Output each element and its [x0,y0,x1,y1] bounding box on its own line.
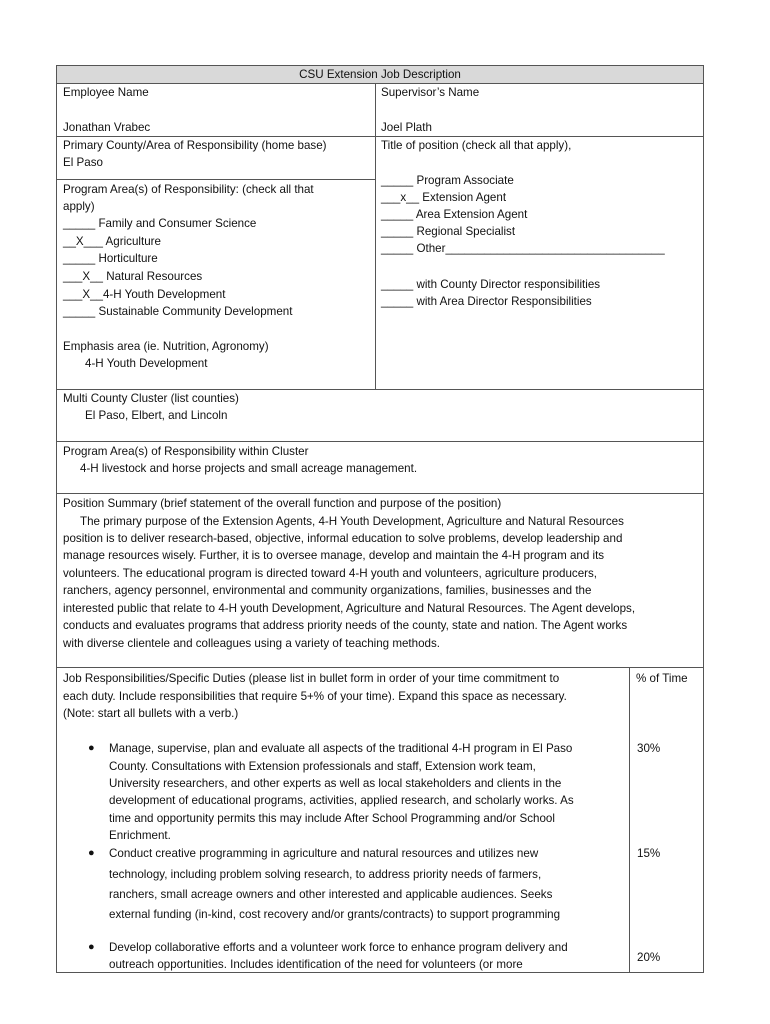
program-area-option: ___X__4-H Youth Development [63,288,226,301]
primary-county-label: Primary County/Area of Responsibility (home base) [63,139,327,152]
duty-line: outreach opportunities. Includes identification of the need for volunteers (or more [109,958,523,971]
form-title: CSU Extension Job Description [57,66,703,83]
emphasis-value: 4-H Youth Development [85,357,208,370]
row-divider [56,441,704,442]
row-divider [56,667,704,668]
duty-line: University researchers, and other experts as well as local stakeholders and clients in the [109,777,562,790]
program-area-option: ___X__ Natural Resources [63,270,203,283]
position-summary-line: conducts and evaluates programs that address priority needs of the county, state and nation. The Agent works [63,619,628,632]
position-summary-line: interested public that relate to 4-H youth Development, Agriculture and Natural Resources. The Agent develops, [63,602,636,615]
position-option: _____ Area Extension Agent [381,208,528,221]
duty-line: development of educational programs, activities, applied research, and scholarly works. As [109,794,574,807]
position-option: _____ Regional Specialist [381,225,516,238]
director-option: _____ with Area Director Responsibilities [381,295,592,308]
duty-line: County. Consultations with Extension professionals and staff, Extension work team, [109,760,536,773]
row-divider [56,493,704,494]
primary-county-value: El Paso [63,156,103,169]
program-area-option: __X___ Agriculture [63,235,161,248]
employee-name-label: Employee Name [63,86,149,99]
duty-line: technology, including problem solving research, to address priority needs of farmers, [109,868,542,881]
position-summary-line: ranchers, agency personnel, environmental and community organizations, families, businesses and the [63,584,592,597]
responsibilities-header-line: Job Responsibilities/Specific Duties (please list in bullet form in order of your time commitment to [63,672,560,685]
program-area-option: _____ Family and Consumer Science [63,217,257,230]
duty-line: Conduct creative programming in agriculture and natural resources and utilizes new [109,847,539,860]
position-option: _____ Program Associate [381,174,514,187]
table-border-right [703,65,704,973]
position-option: _____ Other__________________________________ [381,242,665,255]
duty-percent: 30% [637,742,661,755]
row-divider [56,179,375,180]
duty-percent: 15% [637,847,661,860]
position-summary-label: Position Summary (brief statement of the overall function and purpose of the position) [63,497,502,510]
table-border-left [56,65,57,973]
position-summary-line: position is to deliver research-based, objective, informal education to solve problems, develop leadership and [63,532,623,545]
director-option: _____ with County Director responsibilities [381,278,601,291]
cluster-program-value: 4-H livestock and horse projects and small acreage management. [80,462,418,475]
position-summary-line: manage resources wisely. Further, it is to oversee manage, develop and maintain the 4-H program and its [63,549,605,562]
position-summary-line: volunteers. The educational program is directed toward 4-H youth and volunteers, agriculture producers, [63,567,598,580]
program-area-option: _____ Sustainable Community Development [63,305,293,318]
duty-line: Enrichment. [109,829,171,842]
duty-line: external funding (in-kind, cost recovery and/or grants/contracts) to support programming [109,908,561,921]
duty-line: time and opportunity permits this may include After School Programming and/or School [109,812,555,825]
position-option: ___x__ Extension Agent [381,191,507,204]
duty-line: Manage, supervise, plan and evaluate all aspects of the traditional 4-H program in El Paso [109,742,573,755]
emphasis-label: Emphasis area (ie. Nutrition, Agronomy) [63,340,269,353]
employee-name-value: Jonathan Vrabec [63,121,151,134]
bullet-icon: ● [88,742,95,754]
percent-of-time-header: % of Time [636,672,688,685]
position-summary-line: The primary purpose of the Extension Agents, 4-H Youth Development, Agriculture and Natural Resources [80,515,624,528]
duty-line: Develop collaborative efforts and a volunteer work force to enhance program delivery and [109,941,568,954]
supervisor-name-label: Supervisor’s Name [381,86,480,99]
cluster-program-label: Program Area(s) of Responsibility within Cluster [63,445,309,458]
column-divider-percent [629,667,630,972]
responsibilities-header-line: (Note: start all bullets with a verb.) [63,707,239,720]
supervisor-name-value: Joel Plath [381,121,432,134]
bullet-icon: ● [88,941,95,953]
program-area-option: _____ Horticulture [63,252,158,265]
program-areas-label: Program Area(s) of Responsibility: (check all that [63,183,314,196]
table-border-top [56,65,704,66]
column-divider [375,83,376,389]
multi-county-value: El Paso, Elbert, and Lincoln [85,409,228,422]
duty-line: ranchers, small acreage owners and other interested and applicable audiences. Seeks [109,888,553,901]
multi-county-label: Multi County Cluster (list counties) [63,392,239,405]
position-summary-line: with diverse clientele and colleagues using a variety of teaching methods. [63,637,441,650]
duty-percent: 20% [637,951,661,964]
position-title-label: Title of position (check all that apply), [381,139,572,152]
responsibilities-header-line: each duty. Include responsibilities that require 5+% of your time). Expand this space as necessary. [63,690,567,703]
row-divider [56,83,704,84]
bullet-icon: ● [88,847,95,859]
program-areas-label: apply) [63,200,95,213]
